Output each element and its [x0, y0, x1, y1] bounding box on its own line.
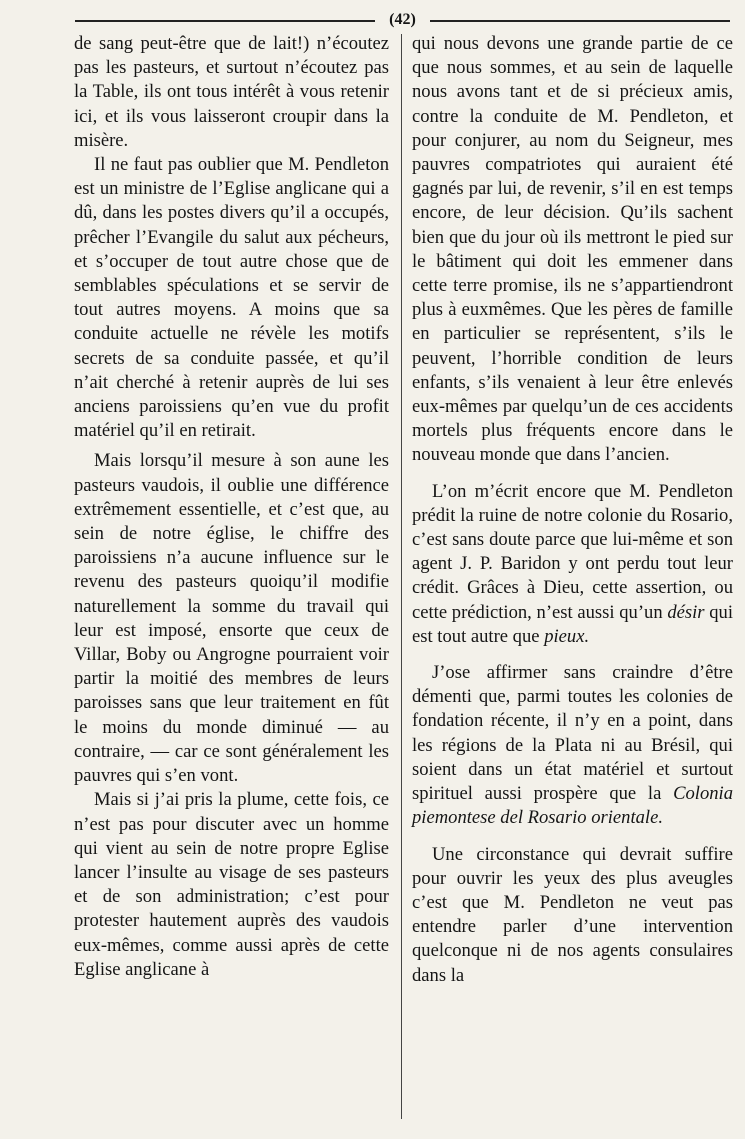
paragraph: qui nous devons une grande partie de ce que nous sommes, et au sein de laquelle nous avons tant et de si précieux amis, contre la conduite de M. Pendleton, et pour conjurer, au nom du Seigneur, mes pauvres compatriotes qui auraient été gagnés par lui, de revenir, s’il en est temps encore, de leur décision. Qu’ils sachent bien que du jour où ils mettront le pied sur le bâtiment qui doit les emmener dans cette terre promise, ils ne s’appartiendront plus à euxmêmes. Que les pères de famille en particulier se représentent, s’ils le peuvent, l’horrible condition de leurs enfants, s’ils venaient à leur être enlevés eux-mêmes par quelqu’un de ces accidents mortels plus fréquents encore dans le nouveau monde que dans l’ancien. [412, 33, 733, 466]
header-rule-left [75, 20, 375, 22]
italic-text: pieux. [544, 625, 590, 647]
text-run: L’on m’écrit encore que M. Pendleton prédit la ruine de notre colonie du Rosario, c’est sans doute parce que lui-même et son agent J. P. Baridon y ont perdu tout leur crédit. Grâces à Dieu, cette assertion, ou cette prédiction, n’est aussi qu’un [412, 480, 733, 623]
paragraph: de sang peut-être que de lait!) n’écoutez pas les pasteurs, et surtout n’écoutez pas la Table, ils ont tous intérêt à vous retenir ici, et ils vous laisseront croupir dans la misère. [74, 33, 389, 151]
paragraph [412, 661, 733, 830]
paragraph: Mais lorsqu’il mesure à son aune les pasteurs vaudois, il oublie une différence extrêmement essentielle, et c’est que, au sein de notre église, le chiffre des paroissiens n’a aucune influence sur le revenu des pasteurs quoiqu’il modifie naturellement la somme du travail qui leur est imposé, ensorte que ceux de Villar, Boby ou Angrogne pourraient voir partir la moitié des membres de leurs paroisses sans que leur traitement en fût le moins du monde diminué — au contraire, — car ce sont généralement les pauvres qui s’en vont. [74, 450, 389, 787]
page-number: (42) [389, 11, 416, 28]
header-rule-right [430, 20, 730, 22]
left-column [74, 32, 389, 982]
page-header [75, 10, 730, 32]
paragraph: Une circonstance qui devrait suffire pour ouvrir les yeux des plus aveugles c’est que M. Pendleton ne veut pas entendre parler d’une intervention quelconque ni de nos agents consulaires dans la [412, 843, 733, 986]
column-divider [401, 34, 402, 1119]
italic-text: désir [667, 601, 705, 623]
paragraph [412, 480, 733, 649]
text-run: qui est tout autre que [412, 601, 733, 647]
text-run: J’ose affirmer sans craindre d’être démenti que, parmi toutes les colonies de fondation récente, il n’y en a point, dans les régions de la Plata ni au Brésil, qui soient dans un état matériel et surtout spirituel aussi prospère que la [412, 662, 733, 805]
paragraph: Il ne faut pas oublier que M. Pendleton est un ministre de l’Eglise anglicane qui a dû, dans les postes divers qu’il a occupés, prêcher l’Evangile du salut aux pécheurs, et s’occuper de tout autre chose que de semblables spéculations et se servir de tout autres moyens. A moins que sa conduite actuelle ne révèle les motifs secrets de sa conduite passée, et qu’il n’ait cherché à retenir auprès de lui ses anciens paroissiens qu’en vue du profit matériel qu’il en retirait. [74, 154, 389, 442]
italic-text: Colonia piemontese del Rosario orientale. [412, 783, 733, 829]
right-column [412, 32, 733, 988]
paragraph: Mais si j’ai pris la plume, cette fois, ce n’est pas pour discuter avec un homme qui vient au sein de notre propre Eglise lancer l’insulte au visage de ses pasteurs et de son administration; c’est pour protester hautement auprès des vaudois eux-mêmes, comme aussi après de cette Eglise anglicane à [74, 789, 389, 980]
